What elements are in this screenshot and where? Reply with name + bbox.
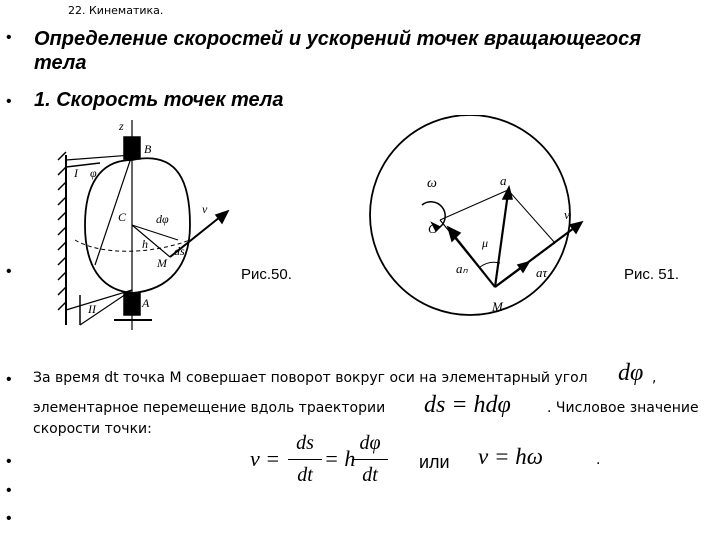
label-ii: II — [88, 302, 96, 316]
formula-v-lhs: v = — [250, 446, 281, 471]
formula-dphi-numerator: dφ — [359, 432, 381, 454]
label-dphi: dφ — [156, 212, 169, 226]
formula-ds-numerator: ds — [296, 432, 314, 454]
formula-dt-denominator: dt — [297, 464, 313, 486]
label-b: B — [144, 142, 152, 156]
figure-50-caption: Рис.50. — [241, 266, 292, 283]
comma: , — [652, 370, 657, 386]
figure-51-caption: Рис. 51. — [624, 266, 680, 283]
label-atau: aτ — [536, 265, 548, 280]
bullet: • — [6, 93, 12, 110]
formula-eq-h: = h — [324, 446, 356, 471]
fraction-bar — [288, 459, 322, 460]
title-line-1: Определение скоростей и ускорений точек вращающегося — [34, 28, 641, 50]
subtitle: 1. Скорость точек тела — [34, 89, 284, 111]
label-v: v — [564, 207, 570, 222]
label-c: C — [118, 210, 127, 224]
bullet: • — [6, 453, 12, 470]
figure-51-diagram — [340, 115, 600, 325]
figure-50-diagram — [40, 115, 240, 335]
label-z: z — [119, 119, 124, 133]
formula-ds: ds = hdφ — [424, 392, 511, 418]
label-i: I — [74, 166, 78, 180]
bullet: • — [6, 510, 12, 527]
label-an: aₙ — [456, 261, 468, 276]
paragraph-line-3: скорости точки: — [33, 421, 152, 437]
label-a: a — [500, 173, 507, 188]
title-line-2: тела — [34, 52, 87, 74]
bullet: • — [6, 29, 12, 46]
label-a: A — [142, 296, 150, 310]
bullet: • — [6, 263, 12, 280]
paragraph-line-2-tail: . Числовое значение — [547, 400, 699, 416]
label-omega: ω — [427, 176, 437, 191]
label-h: h — [142, 237, 148, 251]
label-m: M — [492, 299, 503, 314]
fraction-bar — [352, 459, 388, 460]
formula-v-alt: v = hω — [478, 444, 543, 469]
paragraph-line-2: элементарное перемещение вдоль траектории — [33, 400, 386, 416]
label-v: v — [202, 202, 208, 216]
bullet: • — [6, 371, 12, 388]
slide-header: 22. Кинематика. — [68, 4, 164, 17]
label-mu: μ — [482, 236, 489, 250]
label-ds: ds — [174, 244, 185, 258]
label-m: M — [157, 256, 167, 270]
slide-title — [34, 27, 641, 75]
label-c: C — [428, 221, 437, 236]
label-phi: φ — [90, 166, 97, 180]
paragraph-line-1: За время dt точка М совершает поворот вокруг оси на элементарный угол — [33, 370, 588, 386]
formula-dphi: dφ — [618, 360, 644, 386]
formula-dt-denominator-2: dt — [362, 464, 378, 486]
bullet: • — [6, 482, 12, 499]
period: . — [596, 452, 601, 468]
or-text: или — [419, 452, 450, 472]
